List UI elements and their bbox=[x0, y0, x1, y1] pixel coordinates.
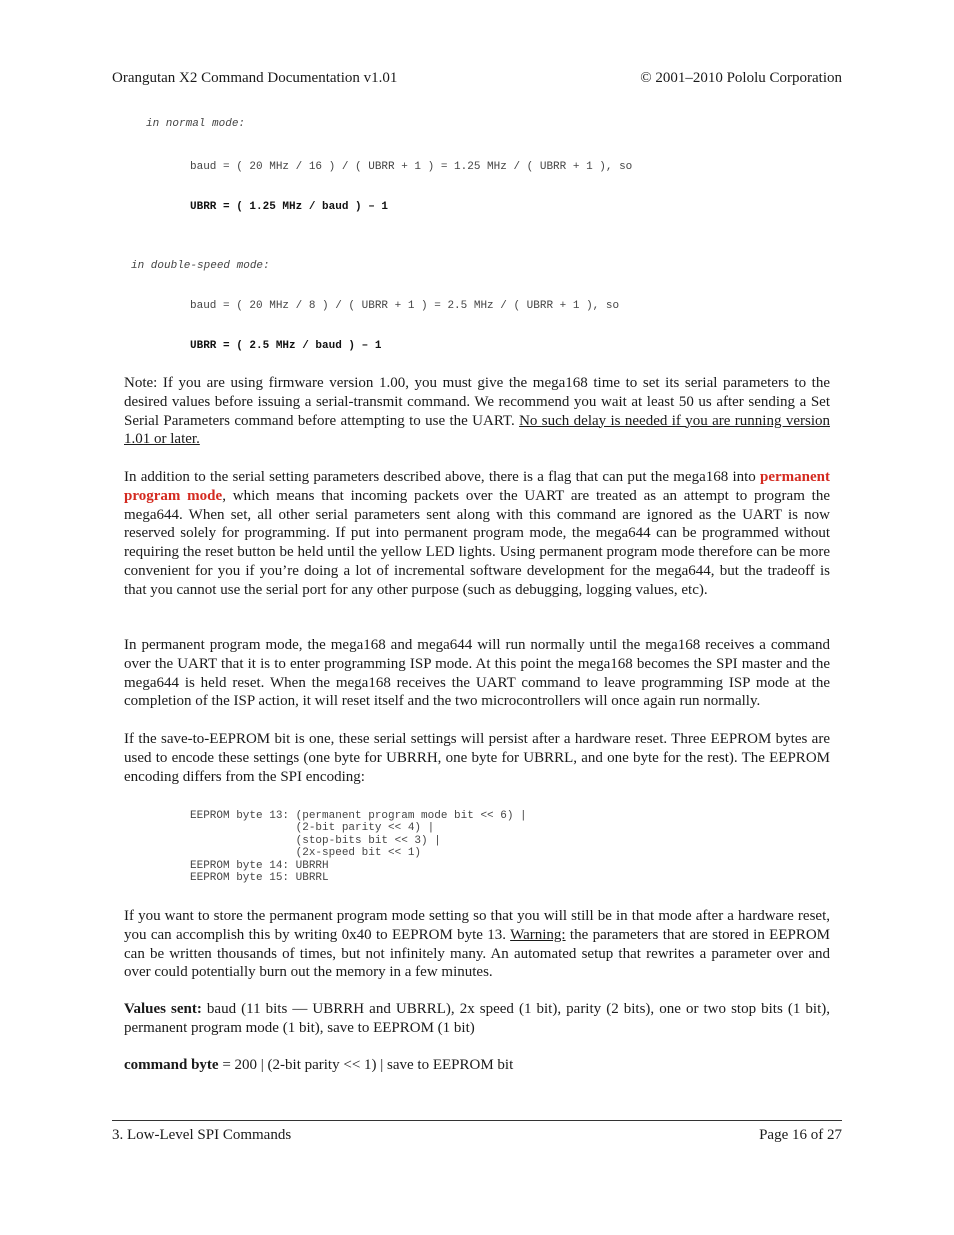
eeprom-line: EEPROM byte 15: UBRRL bbox=[190, 872, 329, 885]
values-sent-text: baud (11 bits — UBRRH and UBRRL), 2x speed (1 bit), parity (2 bits), one or two stop bits (1 bit), permanent program mode (1 bit), save to EEPROM (1 bit) bbox=[124, 1001, 830, 1036]
command-byte-paragraph bbox=[124, 1056, 830, 1075]
eeprom-code-block bbox=[190, 810, 527, 884]
eeprom-line: (2x-speed bit << 1) bbox=[190, 847, 422, 860]
p5-rest: the parameters that are stored in EEPROM can be written thousands of times, but not infinitely many. An automated setup that rewrites a parameter over and over could potentially burn out the memory in a few minutes. bbox=[124, 926, 831, 981]
normal-mode-result: UBRR = ( 1.25 MHz / baud ) – 1 bbox=[190, 201, 389, 213]
command-byte-label: command byte bbox=[124, 1057, 219, 1073]
command-byte-text: = 200 | (2-bit parity << 1) | save to EEPROM bit bbox=[218, 1057, 514, 1073]
normal-mode-formula: baud = ( 20 MHz / 16 ) / ( UBRR + 1 ) = 1.25 MHz / ( UBRR + 1 ), so bbox=[190, 161, 633, 173]
note-paragraph bbox=[124, 374, 830, 449]
eeprom-paragraph: If the save-to-EEPROM bit is one, these serial settings will persist after a hardware reset. Three EEPROM bytes are used to encode these settings (one byte for UBRRH, one byte for UBRRL, and one byte for the rest). The EEPROM encoding differs from the SPI encoding: bbox=[124, 731, 830, 785]
permanent-program-mode-term: permanent program mode bbox=[124, 469, 830, 504]
footer-page-number: Page 16 of 27 bbox=[759, 1127, 842, 1143]
permanent-mode-paragraph bbox=[124, 468, 830, 600]
note-text: Note: If you are using firmware version 1.00, you must give the mega168 time to set its serial parameters to the desired values before issuing a serial-transmit command. We recommend you wait at least 50 us after sending a Set Serial Parameters command before attempting to use the UART. bbox=[124, 375, 830, 429]
normal-mode-label: in normal mode: bbox=[146, 118, 246, 130]
p5-start: If you want to store the permanent program mode setting so that you will still be in that mode after a hardware reset, you can accomplish this by writing 0x40 to EEPROM byte 13. bbox=[124, 908, 830, 943]
eeprom-line: EEPROM byte 13: (permanent program mode bit << 6) | bbox=[190, 810, 527, 822]
p2-rest: , which means that incoming packets over the UART are treated as an attempt to program the mega644. When set, all other serial parameters sent along with this command are ignored as the UART is now reserved solely for programming. If put into permanent program mode, the mega644 can be programmed without requiring the reset button be held until the yellow LED lights. Using permanent program mode therefore can be more convenient for you if you’re doing a lot of incremental software development for the mega644, but the tradeoff is that you cannot use the serial port for any other purpose (such as debugging, logging values, etc). bbox=[124, 487, 830, 598]
eeprom-line: (stop-bits bit << 3) | bbox=[190, 834, 441, 847]
warning-label: Warning: bbox=[510, 926, 566, 943]
eeprom-line: EEPROM byte 14: UBRRH bbox=[190, 859, 329, 872]
header-title: Orangutan X2 Command Documentation v1.01 bbox=[112, 70, 398, 86]
note-underlined: No such delay is needed if you are running version 1.01 or later. bbox=[124, 412, 830, 448]
footer-section: 3. Low-Level SPI Commands bbox=[112, 1127, 292, 1143]
double-mode-label: in double-speed mode: bbox=[131, 260, 270, 272]
footer-divider bbox=[112, 1120, 842, 1121]
eeprom-line: (2-bit parity << 4) | bbox=[190, 822, 435, 835]
isp-mode-paragraph: In permanent program mode, the mega168 and mega644 will run normally until the mega168 receives a command over the UART that it is to enter programming ISP mode. At this point the mega168 becomes the SPI master and the mega644 is held reset. When the mega168 receives the UART command to leave programming ISP mode at the completion of the ISP action, it will reset itself and the two microcontrollers will once again run normally. bbox=[124, 637, 830, 710]
p2-start: In addition to the serial setting parameters described above, there is a flag that can put the mega168 into bbox=[124, 469, 760, 485]
values-sent-paragraph bbox=[124, 1000, 830, 1038]
double-mode-result: UBRR = ( 2.5 MHz / baud ) – 1 bbox=[190, 340, 382, 352]
header-copyright: © 2001–2010 Pololu Corporation bbox=[640, 70, 842, 86]
double-mode-formula: baud = ( 20 MHz / 8 ) / ( UBRR + 1 ) = 2.5 MHz / ( UBRR + 1 ), so bbox=[190, 300, 620, 312]
warning-paragraph bbox=[124, 907, 830, 982]
values-sent-label: Values sent: bbox=[124, 1001, 202, 1017]
